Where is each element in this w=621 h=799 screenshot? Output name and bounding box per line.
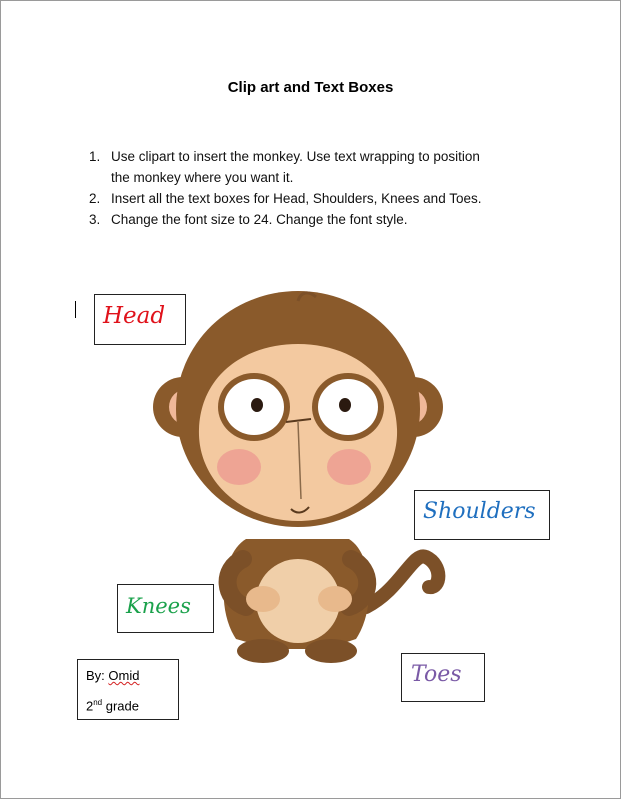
- toes-label: Toes: [411, 662, 462, 687]
- list-number: 1.: [89, 149, 101, 164]
- instruction-list: [89, 146, 539, 230]
- instruction-text: Use clipart to insert the monkey. Use text wrapping to position: [111, 149, 480, 164]
- knees-label: Knees: [126, 594, 191, 618]
- grade-suffix: nd: [93, 698, 103, 707]
- grade-word: grade: [102, 698, 140, 714]
- instruction-text: Change the font size to 24. Change the font style.: [111, 212, 408, 227]
- knees-text-box[interactable]: [117, 584, 214, 633]
- shoulders-label: Shoulders: [423, 499, 536, 524]
- grade-number: 2: [86, 698, 94, 714]
- list-item: [89, 209, 539, 230]
- list-number: 3.: [89, 212, 101, 227]
- list-item: [89, 188, 539, 209]
- byline-text-box[interactable]: [77, 659, 179, 720]
- list-item: [89, 146, 539, 188]
- author-prefix: By:: [86, 668, 109, 683]
- author-line: [86, 668, 139, 683]
- head-label: Head: [103, 303, 166, 329]
- document-title: Clip art and Text Boxes: [227, 79, 394, 96]
- instruction-text-continued: the monkey where you want it.: [111, 170, 294, 185]
- text-cursor: [75, 301, 76, 318]
- author-name: Omid: [108, 668, 140, 683]
- grade-line: [86, 698, 139, 713]
- toes-text-box[interactable]: [401, 653, 485, 702]
- shoulders-text-box[interactable]: [414, 490, 550, 540]
- list-number: 2.: [89, 191, 101, 206]
- head-text-box[interactable]: [94, 294, 186, 345]
- instruction-text: Insert all the text boxes for Head, Shoulders, Knees and Toes.: [111, 191, 482, 206]
